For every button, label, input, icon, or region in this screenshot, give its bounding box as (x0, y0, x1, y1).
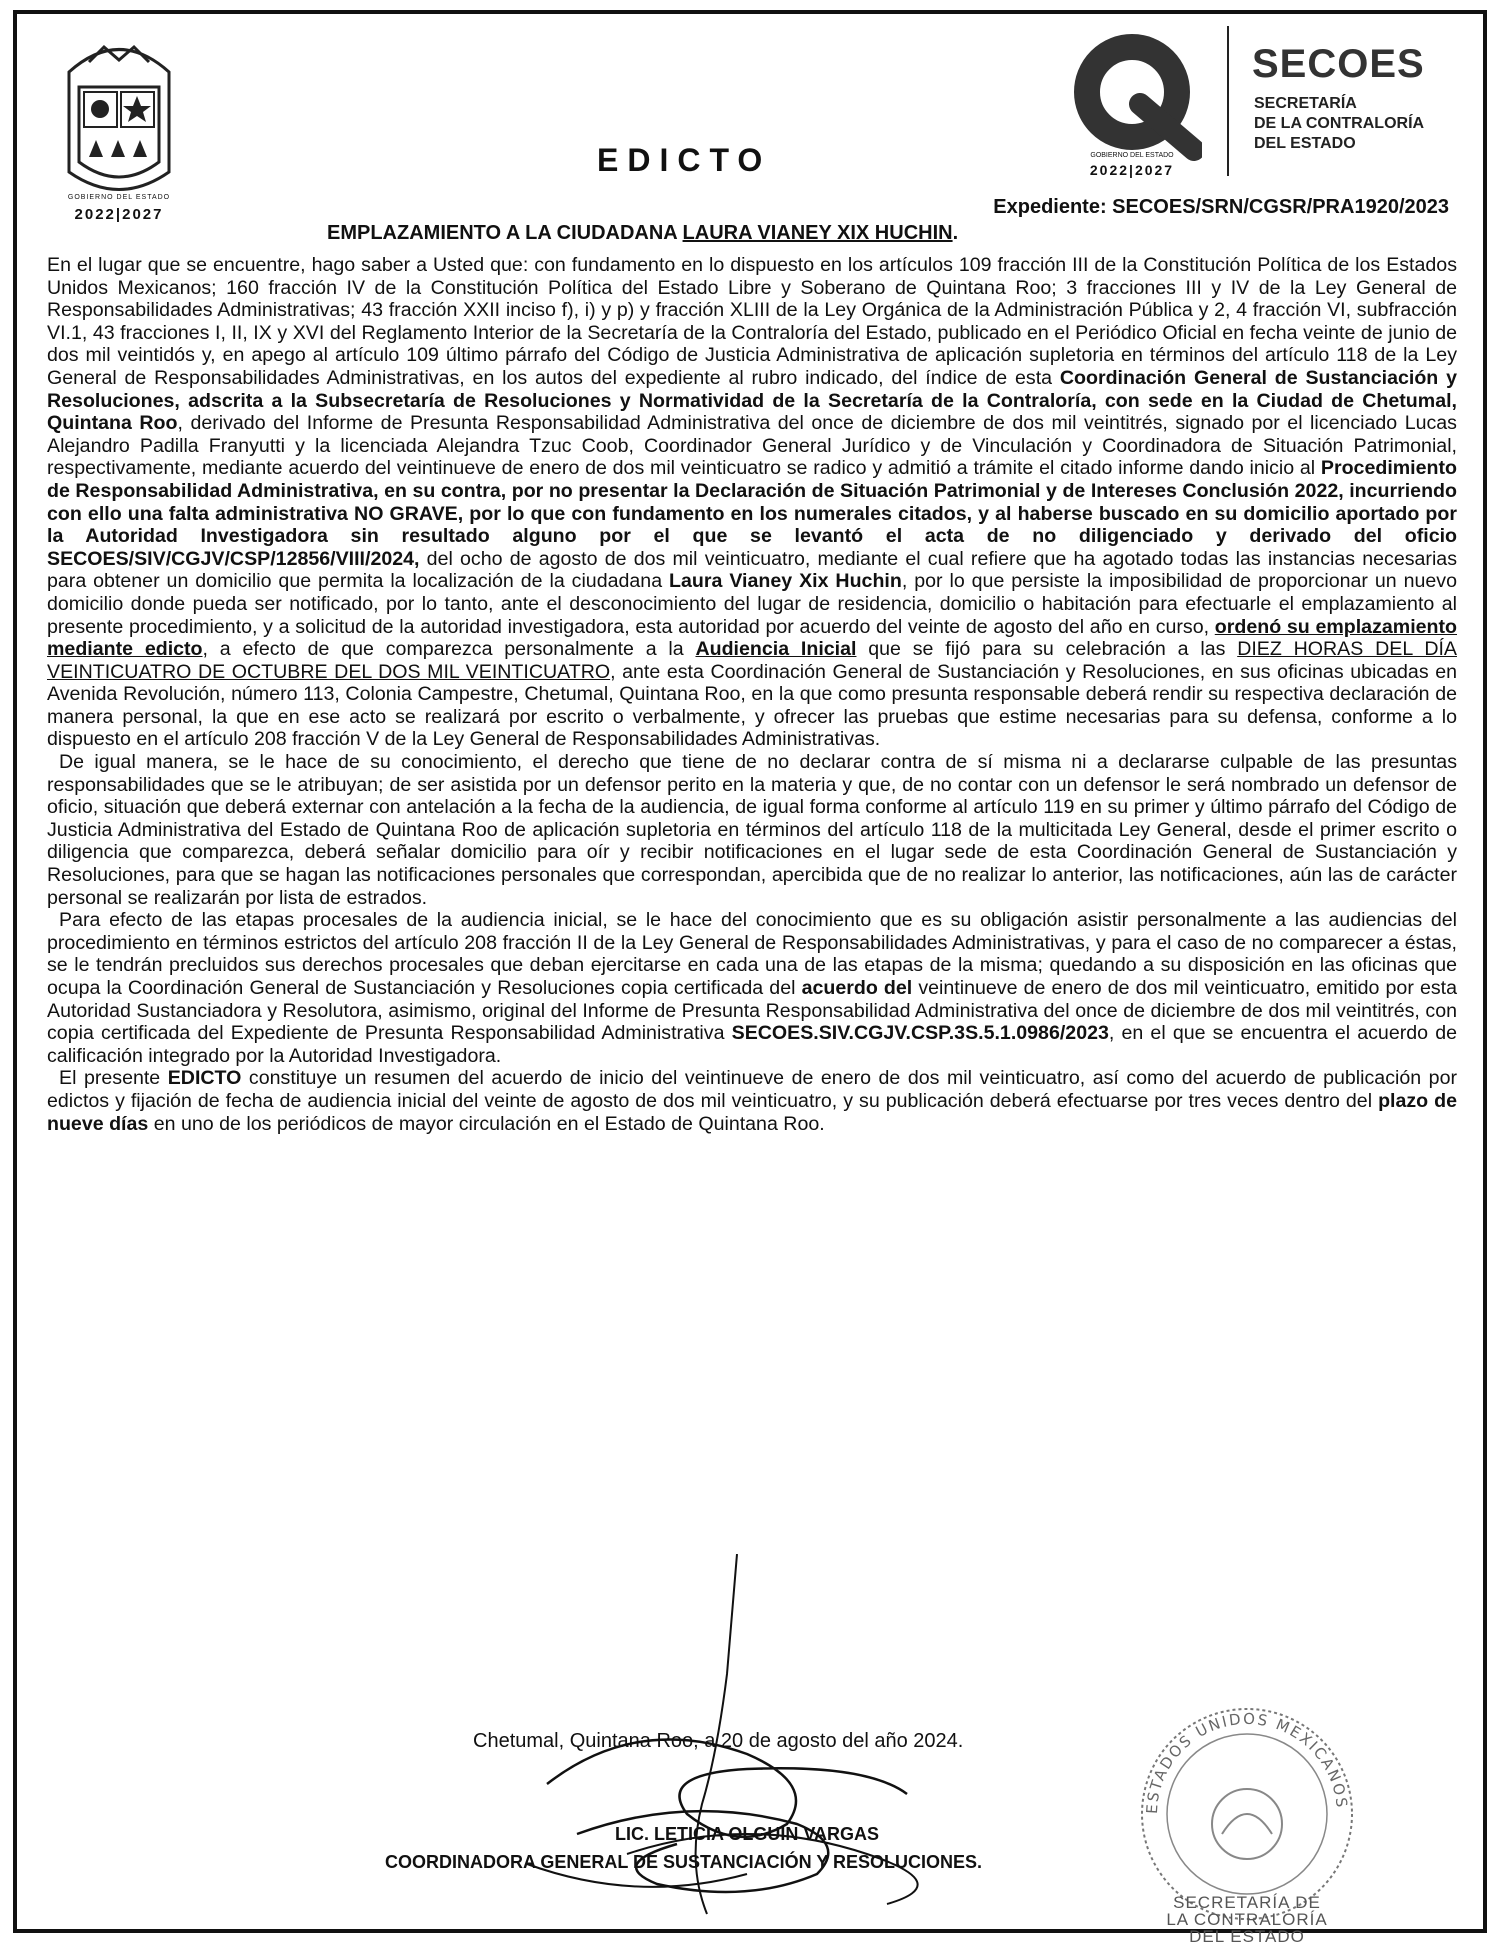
p1-bold-name: Laura Vianey Xix Huchin (669, 570, 902, 593)
seal-ring-text: ESTADOS UNIDOS MEXICANOS (1142, 1709, 1351, 1815)
summons-name: LAURA VIANEY XIX HUCHIN (682, 222, 953, 244)
case-number: Expediente: SECOES/SRN/CGSR/PRA1920/2023 (993, 196, 1449, 218)
p3-text-c: veintinueve de enero de dos mil veinticuatro, emitido por esta Autoridad Sustanciadora y Resolutora, asimismo, original del Informe de Presunta Responsabilidad Administrativa del once de diciembre de dos mil veintitrés, con copia certificada del Expediente de Presunta Responsabilidad Administrativa (47, 977, 1457, 1045)
place-date: Chetumal, Quintana Roo, a 20 de agosto del año 2024. (473, 1730, 964, 1752)
logo-divider (1227, 26, 1229, 176)
p1-text-a: En el lugar que se encuentre, hago saber a Usted que: con fundamento en lo dispuesto en los artículos 109 fracción III de la Constitución Política de los Estados Unidos Mexicanos; 160 fracción IV de la Constitución Política del Estado Libre y Soberano de Quintana Roo; 3 fracciones III y IV de la Ley General de Responsabilidades Administrativas; 43 fracción XXII inciso f), i) y p) y fracción XLIII de la Ley Orgánica de la Administración Pública y 2, 4 fracción VI, subfracción VI.1, 43 fracciones I, II, IX y XVI del Reglamento Interior de la Secretaría de la Contraloría del Estado, publicado en el Periódico Oficial en fecha veinte de junio de dos mil veintidós y, en apego al artículo 109 último párrafo del Código de Justicia Administrativa de aplicación supletoria en términos del artículo 118 de la Ley General de Responsabilidades Administrativas, en los autos del expediente al rubro indicado, del índice de esta (47, 254, 1457, 389)
p1-bold-hearing: Audiencia Inicial (695, 638, 857, 661)
p1-bold-order: ordenó su emplazamiento mediante edicto (47, 615, 1457, 661)
seal-line2: LA CONTRALORÍA (1166, 1910, 1328, 1929)
svg-text:ESTADOS UNIDOS MEXICANOS (1143, 1710, 1351, 1815)
paragraph-1 (47, 254, 1457, 751)
coat-caption: GOBIERNO DEL ESTADO (67, 194, 171, 201)
p1-text-k: que se fijó para su celebración a las (856, 638, 1238, 661)
q-logo-icon (1062, 32, 1202, 162)
org-name-line3: DEL ESTADO (1254, 135, 1356, 152)
signatory-name: LIC. LETICIA OLGUIN VARGAS (615, 1824, 879, 1844)
p4-text-e: en uno de los periódicos de mayor circulación en el Estado de Quintana Roo. (148, 1112, 825, 1135)
org-acronym: SECOES (1252, 42, 1425, 86)
coat-years: 2022|2027 (74, 206, 164, 223)
summons-suffix: . (952, 222, 959, 244)
p1-text-m: , ante esta Coordinación General de Sustanciación y Resoluciones, en sus oficinas ubicadas en Avenida Revolución, número 113, Colonia Campestre, Chetumal, Quintana Roo, en la que como presunta responsable deberá rendir su respectiva declaración de manera personal, la que en ese acto se realizará por escrito o verbalmente, y ofrecer las pruebas que estime necesarias para su defensa, conforme a lo dispuesto en el artículo 208 fracción V de la Ley General de Responsabilidades Administrativas. (47, 660, 1458, 751)
p1-hearing-date: DIEZ HORAS DEL DÍA VEINTICUATRO DE OCTUBRE DEL DOS MIL VEINTICUATRO (47, 638, 1457, 683)
p3-bold-agreement: acuerdo del (801, 977, 913, 999)
p1-bold-procedure: Procedimiento de Responsabilidad Administrativa, en su contra, por no presentar la Declaración de Situación Patrimonial y de Intereses Conclusión 2022, incurriendo con ello una falta administrativa NO GRAVE, por lo que con fundamento en los numerales citados, y al haberse buscado en su domicilio aportado por la Autoridad Investigadora sin resultado alguno por el que se levantó el acta de no diligenciado y derivado del oficio SECOES/SIV/CGJV/CSP/12856/VIII/2024, (47, 457, 1457, 570)
p3-bold-file: SECOES.SIV.CGJV.CSP.3S.5.1.0986/2023 (731, 1022, 1109, 1045)
document-page (17, 14, 1491, 1946)
state-coat-of-arms-icon (49, 32, 189, 217)
p1-text-c: , derivado del Informe de Presunta Responsabilidad Administrativa del once de diciembre de dos mil veintitrés, signado por el licenciado Lucas Alejandro Padilla Franyutti y la licenciada Alejandra Tzuc Coob, Coordinador General Jurídico y de Vinculación y Coordinadora de Situación Patrimonial, respectivamente, mediante acuerdo del veintinueve de enero de dos mil veinticuatro se radico y admitió a trámite el citado informe dando inicio al (47, 412, 1457, 480)
p1-bold-coordination: Coordinación General de Sustanciación y Resoluciones, adscrita a la Subsecretaría de Resoluciones y Normatividad de la Secretaría de la Contraloría, con sede en la Ciudad de Chetumal, Quintana Roo (47, 366, 1457, 435)
document-body (47, 254, 1457, 1135)
org-name-line2: DE LA CONTRALORÍA (1254, 115, 1425, 132)
p3-text-e: , en el que se encuentra el acuerdo de calificación integrado por la Autoridad Investigadora. (47, 1022, 1457, 1067)
p4-bold-edict: EDICTO (167, 1067, 242, 1090)
q-years: 2022|2027 (1089, 162, 1175, 178)
paragraph-3 (47, 909, 1457, 1067)
p1-text-i: , a efecto de que comparezca personalmente a la (202, 638, 696, 661)
document-title: EDICTO (597, 142, 772, 178)
signatory-title: COORDINADORA GENERAL DE SUSTANCIACIÓN Y RESOLUCIONES. (385, 1852, 983, 1872)
seal-line1: SECRETARÍA DE (1173, 1893, 1321, 1912)
p4-text-a: El presente (59, 1067, 168, 1090)
handwritten-signature-icon (487, 1554, 1047, 1934)
org-name (1254, 94, 1424, 154)
p4-text-c: constituye un resumen del acuerdo de inicio del veintinueve de enero de dos mil veinticuatro, así como del acuerdo de publicación por edictos y fijación de fecha de audiencia inicial del veinte de agosto de dos mil veinticuatro, y su publicación deberá efectuarse por tres veces dentro del (47, 1067, 1457, 1112)
paragraph-4 (47, 1067, 1457, 1135)
summons-heading (327, 222, 958, 245)
org-name-line1: SECRETARÍA (1254, 95, 1357, 112)
summons-prefix: EMPLAZAMIENTO A LA CIUDADANA (327, 222, 683, 244)
q-caption: GOBIERNO DEL ESTADO (1090, 152, 1174, 159)
document-frame (13, 10, 1487, 1946)
p1-text-g: , por lo que persiste la imposibilidad de proporcionar un nuevo domicilio donde pueda ser notificado, por lo tanto, ante el desconocimiento del lugar de residencia, domicilio o habitación para efectuarle el emplazamiento al presente procedimiento, y a solicitud de la autoridad investigadora, esta autoridad por acuerdo del veinte de agosto del año en curso, (47, 570, 1457, 638)
seal-text (1117, 1894, 1377, 1945)
p4-bold-term: plazo de nueve días (47, 1089, 1457, 1135)
paragraph-2: De igual manera, se le hace de su conocimiento, el derecho que tiene de no declarar contra de sí misma ni a declararse culpable de las presuntas responsabilidades que se le atribuyan; de ser asistida por un defensor perito en la materia y que, de no contar con un defensor le será nombrado un defensor de oficio, situación que deberá externar con antelación a la fecha de la audiencia, de igual forma conforme al artículo 119 en su primer y último párrafo del Código de Justicia Administrativa del Estado de Quintana Roo de aplicación supletoria en términos del artículo 118 de la multicitada Ley General, desde el primer escrito o diligencia que comparezca, deberá señalar domicilio para oír y recibir notificaciones en el lugar sede de esta Coordinación General de Sustanciación y Resoluciones, para que se hagan las notificaciones personales que correspondan, apercibida que de no realizar lo anterior, las notificaciones, aún las de carácter personal se realizarán por lista de estrados. (47, 751, 1457, 909)
p1-text-e: del ocho de agosto de dos mil veinticuatro, mediante el cual refiere que ha agotado todas las instancias necesarias para obtener un domicilio que permita la localización de la ciudadana (47, 547, 1457, 593)
p3-text-a: Para efecto de las etapas procesales de la audiencia inicial, se le hace del conocimiento que es su obligación asistir personalmente a las audiencias del procedimiento en términos estrictos del artículo 208 fracción II de la Ley General de Responsabilidades Administrativas, y para el caso de no comparecer a éstas, se le tendrán precluidos sus derechos procesales que deban ejercitarse en cada una de las etapas de la misma; quedando a su disposición en las oficinas que ocupa la Coordinación General de Sustanciación y Resoluciones copia certificada del (47, 909, 1457, 999)
seal-line3: DEL ESTADO (1189, 1927, 1305, 1946)
